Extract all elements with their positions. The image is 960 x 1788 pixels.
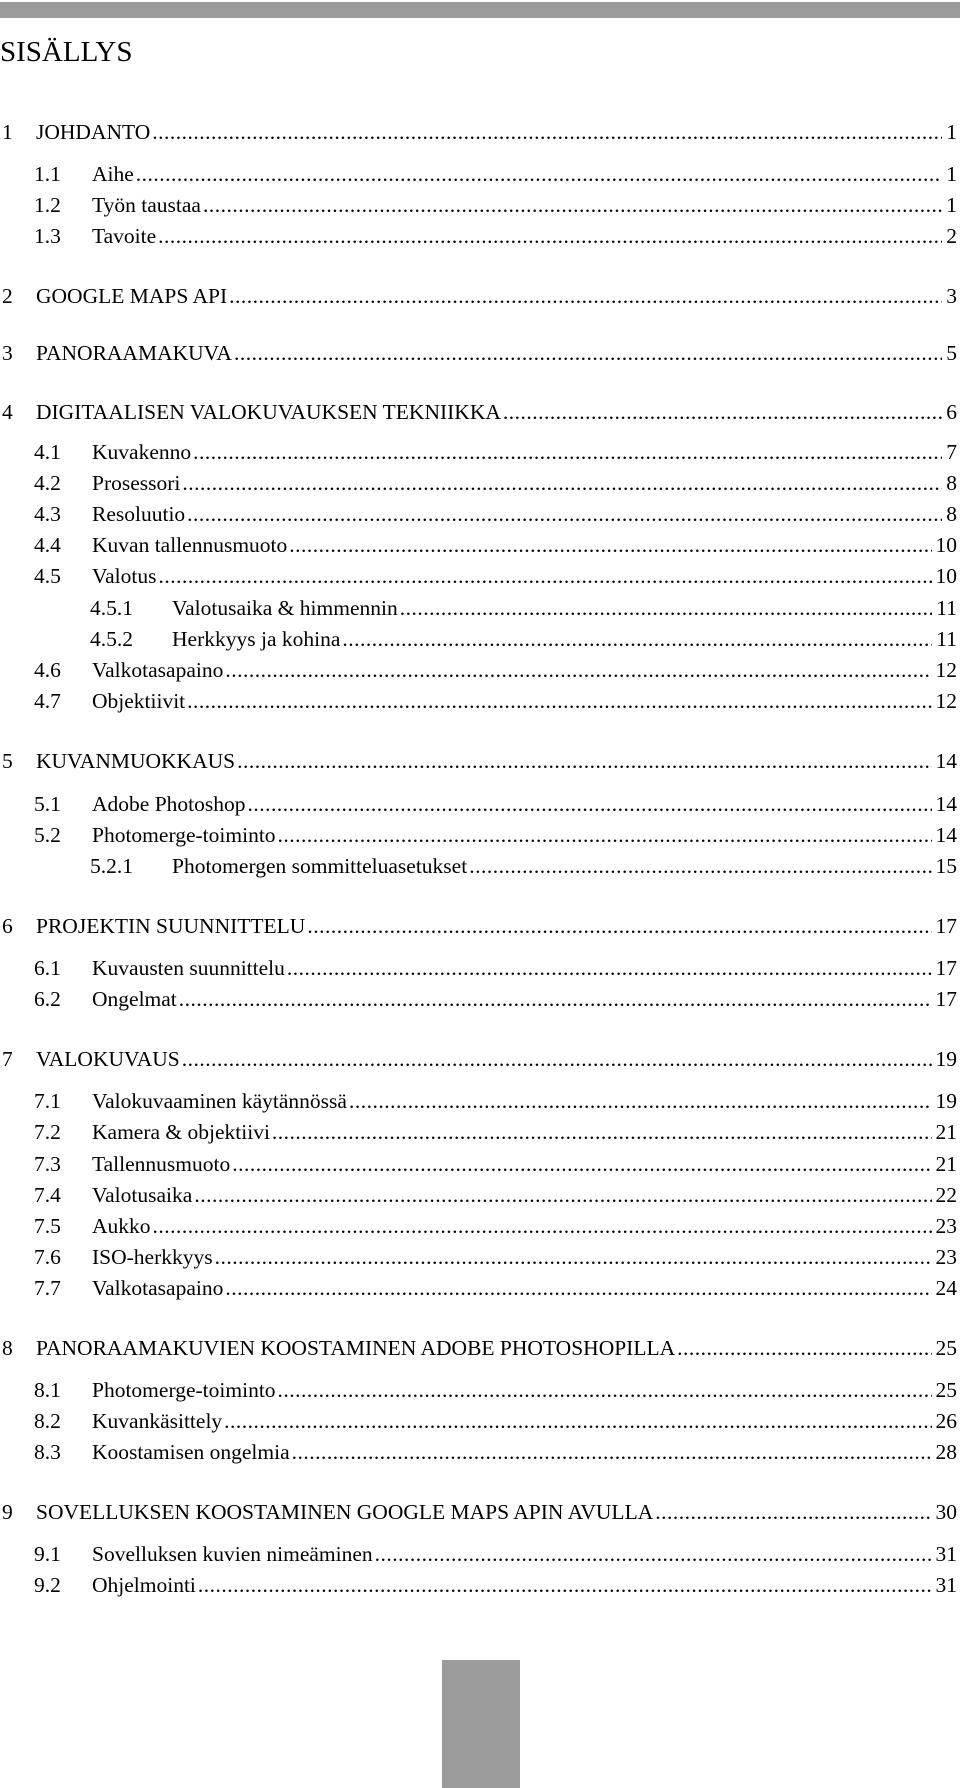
- toc-entry-number: 9.2: [34, 1573, 61, 1597]
- toc-leader-dots: [278, 1374, 932, 1406]
- toc-entry[interactable]: [0, 1043, 957, 1075]
- toc-entry-page: 30: [935, 1500, 957, 1524]
- toc-entry-page: 31: [935, 1542, 957, 1566]
- toc-entry[interactable]: [0, 436, 957, 468]
- toc-entry-number: 9: [2, 1500, 13, 1524]
- toc-entry-number: 7.6: [34, 1245, 61, 1269]
- toc-entry[interactable]: [0, 623, 957, 655]
- toc-leader-dots: [152, 116, 942, 148]
- toc-entry-page: 23: [935, 1214, 957, 1238]
- toc-leader-dots: [136, 158, 942, 190]
- toc-entry-label: Koostamisen ongelmia: [92, 1440, 290, 1464]
- toc-entry-label: VALOKUVAUS: [36, 1047, 180, 1071]
- toc-entry-label: PROJEKTIN SUUNNITTELU: [36, 914, 306, 938]
- toc-entry-number: 4.3: [34, 502, 61, 526]
- toc-entry[interactable]: [0, 337, 957, 369]
- toc-entry-label: Valotusaika & himmennin: [172, 596, 398, 620]
- toc-entry-label: Valotus: [92, 564, 157, 588]
- toc-entry[interactable]: [0, 529, 957, 561]
- toc-entry-page: 17: [935, 987, 957, 1011]
- toc-entry-page: 25: [935, 1378, 957, 1402]
- toc-entry-number: 6.1: [34, 956, 61, 980]
- toc-entry-label: KUVANMUOKKAUS: [36, 749, 236, 773]
- toc-entry[interactable]: [0, 910, 957, 942]
- toc-entry[interactable]: [0, 1272, 957, 1304]
- toc-entry-label: Sovelluksen kuvien nimeäminen: [92, 1542, 373, 1566]
- toc-entry-label: Herkkyys ja kohina: [172, 627, 341, 651]
- toc-entry-number: 4.1: [34, 440, 61, 464]
- toc-leader-dots: [289, 529, 931, 561]
- toc-entry-number: 5: [2, 749, 13, 773]
- toc-entry-label: GOOGLE MAPS API: [36, 284, 228, 308]
- toc-leader-dots: [234, 337, 942, 369]
- toc-leader-dots: [182, 467, 942, 499]
- toc-leader-dots: [153, 1210, 932, 1242]
- toc-entry[interactable]: [0, 1241, 957, 1273]
- toc-entry-label: Photomerge-toiminto: [92, 1378, 276, 1402]
- toc-entry-page: 12: [935, 658, 957, 682]
- toc-leader-dots: [272, 1116, 932, 1148]
- toc-leader-dots: [193, 436, 942, 468]
- toc-entry-page: 19: [935, 1047, 957, 1071]
- toc-leader-dots: [159, 560, 932, 592]
- toc-entry-page: 15: [935, 854, 957, 878]
- toc-entry-number: 1.2: [34, 193, 61, 217]
- toc-leader-dots: [237, 745, 931, 777]
- toc-entry-page: 8: [946, 471, 957, 495]
- toc-entry-label: Valkotasapaino: [92, 1276, 224, 1300]
- toc-leader-dots: [194, 1179, 931, 1211]
- toc-entry-number: 1.1: [34, 162, 61, 186]
- toc-entry-label: Aukko: [92, 1214, 151, 1238]
- toc-entry-page: 6: [946, 400, 957, 424]
- toc-entry[interactable]: [0, 1210, 957, 1242]
- toc-entry[interactable]: [0, 1332, 957, 1364]
- toc-leader-dots: [203, 189, 942, 221]
- toc-entry[interactable]: [0, 1116, 957, 1148]
- toc-leader-dots: [215, 1241, 932, 1273]
- toc-entry-label: Tallennusmuoto: [92, 1152, 231, 1176]
- toc-entry-page: 31: [935, 1573, 957, 1597]
- toc-entry-number: 5.1: [34, 792, 61, 816]
- toc-entry-page: 10: [935, 533, 957, 557]
- toc-entry-page: 1: [946, 162, 957, 186]
- toc-entry-number: 4.5.1: [90, 596, 133, 620]
- toc-entry-label: Aihe: [92, 162, 134, 186]
- toc-entry[interactable]: [0, 592, 957, 624]
- toc-entry[interactable]: [0, 819, 957, 851]
- toc-entry-label: Tavoite: [92, 224, 157, 248]
- toc-leader-dots: [292, 1436, 932, 1468]
- toc-entry-label: Photomergen sommitteluasetukset: [172, 854, 468, 878]
- toc-entry[interactable]: [0, 396, 957, 428]
- toc-entry[interactable]: [0, 1085, 957, 1117]
- toc-entry-label: Työn taustaa: [92, 193, 201, 217]
- toc-leader-dots: [278, 819, 932, 851]
- toc-entry-number: 1: [2, 120, 13, 144]
- toc-leader-dots: [677, 1332, 931, 1364]
- toc-entry-number: 4.2: [34, 471, 61, 495]
- toc-leader-dots: [248, 788, 932, 820]
- toc-entry[interactable]: [0, 1436, 957, 1468]
- toc-entry-number: 7.3: [34, 1152, 61, 1176]
- toc-entry-page: 14: [935, 823, 957, 847]
- toc-entry-label: Kuvakenno: [92, 440, 192, 464]
- toc-entry-label: PANORAAMAKUVA: [36, 341, 232, 365]
- toc-entry-label: Kuvausten suunnittelu: [92, 956, 285, 980]
- toc-entry-number: 1.3: [34, 224, 61, 248]
- toc-entry-page: 11: [936, 627, 957, 651]
- toc-entry[interactable]: [0, 280, 957, 312]
- toc-entry[interactable]: [0, 1538, 957, 1570]
- toc-entry-label: Valokuvaaminen käytännössä: [92, 1089, 347, 1113]
- toc-entry-number: 7: [2, 1047, 13, 1071]
- toc-entry-number: 6.2: [34, 987, 61, 1011]
- toc-entry-number: 7.2: [34, 1120, 61, 1144]
- toc-entry-number: 2: [2, 284, 13, 308]
- toc-entry[interactable]: [0, 685, 957, 717]
- toc-entry-page: 23: [935, 1245, 957, 1269]
- toc-entry-label: Photomerge-toiminto: [92, 823, 276, 847]
- toc-entry[interactable]: [0, 788, 957, 820]
- toc-entry[interactable]: [0, 1179, 957, 1211]
- toc-entry-page: 17: [935, 956, 957, 980]
- toc-entry-page: 8: [946, 502, 957, 526]
- toc-entry-page: 19: [935, 1089, 957, 1113]
- toc-entry-number: 8.1: [34, 1378, 61, 1402]
- toc-entry-label: ISO-herkkyys: [92, 1245, 213, 1269]
- toc-entry[interactable]: [0, 952, 957, 984]
- toc-entry-number: 4.4: [34, 533, 61, 557]
- toc-leader-dots: [400, 592, 933, 624]
- toc-entry-page: 7: [946, 440, 957, 464]
- toc-entry-page: 17: [935, 914, 957, 938]
- toc-leader-dots: [229, 280, 942, 312]
- toc-entry-number: 4.5.2: [90, 627, 133, 651]
- toc-entry-number: 5.2.1: [90, 854, 133, 878]
- toc-leader-dots: [469, 850, 931, 882]
- toc-entry-page: 14: [935, 749, 957, 773]
- toc-leader-dots: [655, 1496, 931, 1528]
- toc-entry-number: 6: [2, 914, 13, 938]
- toc-entry-page: 28: [935, 1440, 957, 1464]
- toc-entry-page: 21: [935, 1120, 957, 1144]
- toc-entry[interactable]: [0, 850, 957, 882]
- toc-leader-dots: [182, 1043, 932, 1075]
- toc-entry-number: 4.6: [34, 658, 61, 682]
- toc-entry-label: Prosessori: [92, 471, 181, 495]
- toc-entry[interactable]: [0, 1569, 957, 1601]
- toc-entry-number: 4.5: [34, 564, 61, 588]
- toc-entry-label: SOVELLUKSEN KOOSTAMINEN GOOGLE MAPS APIN AVULLA: [36, 1500, 654, 1524]
- toc-entry-label: Ongelmat: [92, 987, 177, 1011]
- toc-entry-label: Kuvankäsittely: [92, 1409, 223, 1433]
- toc-entry-page: 1: [946, 193, 957, 217]
- toc-entry-label: Valotusaika: [92, 1183, 193, 1207]
- toc-entry-number: 7.1: [34, 1089, 61, 1113]
- toc-entry-number: 8.3: [34, 1440, 61, 1464]
- toc-entry[interactable]: [0, 116, 957, 148]
- toc-leader-dots: [232, 1148, 931, 1180]
- toc-entry-number: 9.1: [34, 1542, 61, 1566]
- toc-leader-dots: [287, 952, 932, 984]
- toc-entry-label: Objektiivit: [92, 689, 186, 713]
- toc-entry-number: 7.7: [34, 1276, 61, 1300]
- toc-entry-page: 25: [935, 1336, 957, 1360]
- toc-leader-dots: [375, 1538, 932, 1570]
- toc-entry-label: PANORAAMAKUVIEN KOOSTAMINEN ADOBE PHOTOSHOPILLA: [36, 1336, 676, 1360]
- toc-entry-page: 21: [935, 1152, 957, 1176]
- toc-entry-page: 3: [946, 284, 957, 308]
- toc-entry[interactable]: [0, 745, 957, 777]
- toc-entry-number: 4.7: [34, 689, 61, 713]
- toc-entry[interactable]: [0, 1405, 957, 1437]
- toc-entry[interactable]: [0, 1148, 957, 1180]
- toc-entry-number: 5.2: [34, 823, 61, 847]
- toc-entry-page: 2: [946, 224, 957, 248]
- toc-leader-dots: [187, 685, 931, 717]
- toc-leader-dots: [198, 1569, 932, 1601]
- toc-leader-dots: [187, 498, 942, 530]
- toc-entry-number: 7.5: [34, 1214, 61, 1238]
- toc-entry-page: 10: [935, 564, 957, 588]
- toc-entry-page: 1: [946, 120, 957, 144]
- toc-entry[interactable]: [0, 654, 957, 686]
- toc-entry-label: Kamera & objektiivi: [92, 1120, 270, 1144]
- toc-entry-page: 14: [935, 792, 957, 816]
- toc-entry-label: Resoluutio: [92, 502, 186, 526]
- toc-leader-dots: [307, 910, 931, 942]
- toc-entry-label: Ohjelmointi: [92, 1573, 196, 1597]
- toc-entry-page: 11: [936, 596, 957, 620]
- page-title: SISÄLLYS: [0, 36, 133, 68]
- toc-entry-label: Kuvan tallennusmuoto: [92, 533, 288, 557]
- toc-entry-label: DIGITAALISEN VALOKUVAUKSEN TEKNIIKKA: [36, 400, 501, 424]
- toc-entry-page: 12: [935, 689, 957, 713]
- toc-leader-dots: [158, 220, 942, 252]
- toc-entry[interactable]: [0, 498, 957, 530]
- toc-entry-label: Valkotasapaino: [92, 658, 224, 682]
- page-footer-tab: [442, 1660, 520, 1788]
- toc-entry-label: JOHDANTO: [36, 120, 151, 144]
- toc-entry-number: 3: [2, 341, 13, 365]
- toc-entry-page: 26: [935, 1409, 957, 1433]
- toc-leader-dots: [342, 623, 932, 655]
- toc-entry-label: Adobe Photoshop: [92, 792, 246, 816]
- toc-entry-page: 24: [935, 1276, 957, 1300]
- toc-entry[interactable]: [0, 1496, 957, 1528]
- toc-entry[interactable]: [0, 1374, 957, 1406]
- toc-entry-number: 8.2: [34, 1409, 61, 1433]
- toc-entry-page: 22: [935, 1183, 957, 1207]
- toc-entry[interactable]: [0, 189, 957, 221]
- toc-leader-dots: [224, 1405, 931, 1437]
- toc-entry[interactable]: [0, 220, 957, 252]
- toc-entry-number: 7.4: [34, 1183, 61, 1207]
- toc-entry-number: 8: [2, 1336, 13, 1360]
- toc-leader-dots: [503, 396, 942, 428]
- toc-entry[interactable]: [0, 467, 957, 499]
- toc-leader-dots: [225, 654, 931, 686]
- toc-entry[interactable]: [0, 983, 957, 1015]
- toc-entry-number: 4: [2, 400, 13, 424]
- toc-entry[interactable]: [0, 158, 957, 190]
- toc-leader-dots: [349, 1085, 932, 1117]
- toc-entry-page: 5: [946, 341, 957, 365]
- toc-leader-dots: [225, 1272, 931, 1304]
- toc-entry[interactable]: [0, 560, 957, 592]
- toc-leader-dots: [179, 983, 932, 1015]
